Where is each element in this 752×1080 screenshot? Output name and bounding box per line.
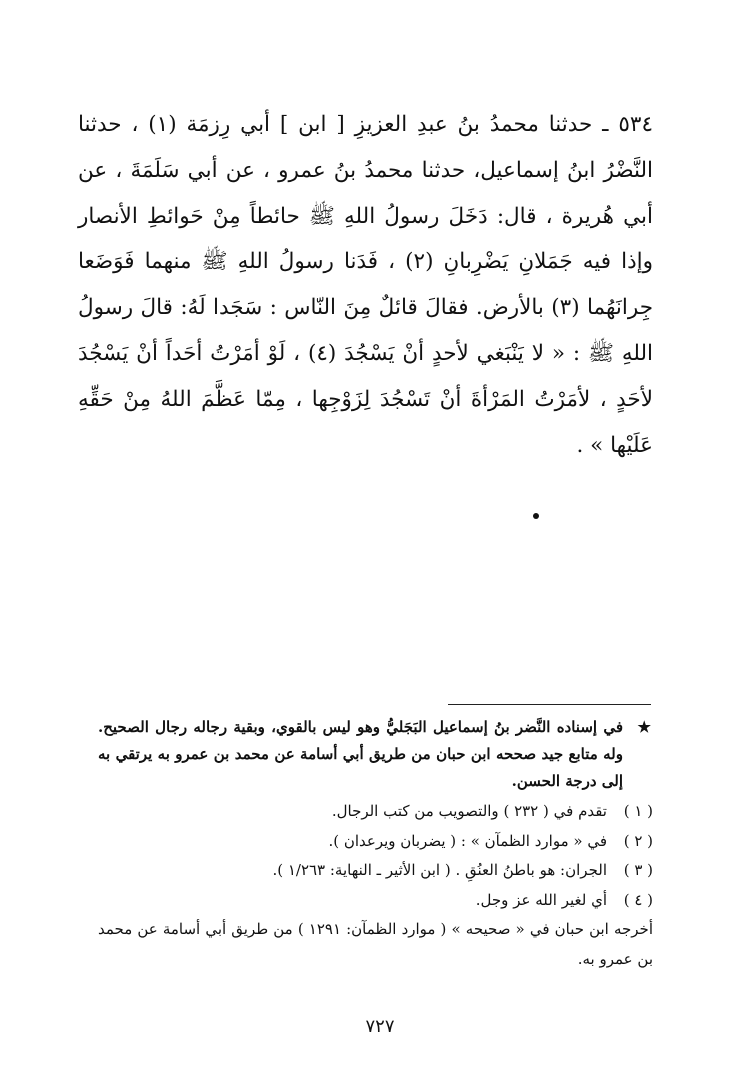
- hadith-534-text: ٥٣٤ ـ حدثنا محمدُ بنُ عبدِ العزيزِ [ ابن ] أبي رِزمَة (١) ، حدثنا النَّضْرُ ابنُ إسماعيل، حدثنا محمدُ بنُ عمرو ، عن أبي سَلَمَةَ ، عن أبي هُريرة ، قال: دَخَلَ رسولُ اللهِ ﷺ حائطاً مِنْ حَوائطِ الأنصار وإذا فيه جَمَلانِ يَضْرِبانِ (٢) ، فَدَنا رسولُ اللهِ ﷺ منهما فَوَضَعا جِرانَهُما (٣) بالأرض. فقالَ قائلٌ مِنَ النّاس : سَجَدا لَهُ: قالَ رسولُ اللهِ ﷺ : « لا يَنْبَغي لأحدٍ أنْ يَسْجُدَ (٤) ، لَوْ أمَرْتُ أحَداً أنْ يَسْجُدَ لأحَدٍ ، لأمَرْتُ المَرْأةَ أنْ تَسْجُدَ لِزَوْجِها ، مِمّا عَظَّمَ اللهُ مِنْ حَقِّهِ عَلَيْها » .: [78, 112, 653, 458]
- footnote-text: تقدم في ( ٢٣٢ ) والتصويب من كتب الرجال.: [331, 802, 607, 820]
- section-end-dot: [533, 513, 539, 519]
- footnote-1: [98, 797, 653, 827]
- footnote-text: الجران: هو باطنُ العنُقِ . ( ابن الأثير ـ النهاية: ١/٢٦٣ ).: [272, 861, 607, 879]
- footnote-number: ( ٣ ): [623, 861, 653, 879]
- footnote-text: في « موارد الظمآن » : ( يضربان ويرعدان ).: [328, 831, 607, 850]
- hadith-text-block: [78, 102, 653, 468]
- footnote-star: [98, 714, 653, 795]
- footnote-number: ( ١ ): [623, 802, 653, 820]
- star-marker: ★: [637, 718, 651, 736]
- footnote-2: [98, 827, 653, 857]
- footnote-4: [98, 886, 653, 916]
- footnote-separator: [448, 704, 651, 705]
- footnote-number: ( ٤ ): [623, 890, 653, 909]
- takhrij-note: أخرجه ابن حبان في « صحيحه » ( موارد الظمآن: ١٢٩١ ) من طريق أبي أسامة عن محمد بن عمرو به.: [98, 920, 653, 968]
- footnote-star-text: في إسناده النَّضر بنُ إسماعيل البَجَليُّ وهو ليس بالقوي، وبقية رجاله رجال الصحيح. وله متابع جيد صححه ابن حبان من طريق أبي أسامة عن محمد بن عمرو به يرتقي به إلى درجة الحسن.: [98, 718, 623, 790]
- footnotes: [98, 714, 653, 974]
- footnote-3: [98, 856, 653, 886]
- footnote-text: أي لغير الله عز وجل.: [475, 890, 607, 909]
- page-number: ٧٢٧: [365, 1016, 395, 1037]
- footnote-number: ( ٢ ): [623, 831, 653, 850]
